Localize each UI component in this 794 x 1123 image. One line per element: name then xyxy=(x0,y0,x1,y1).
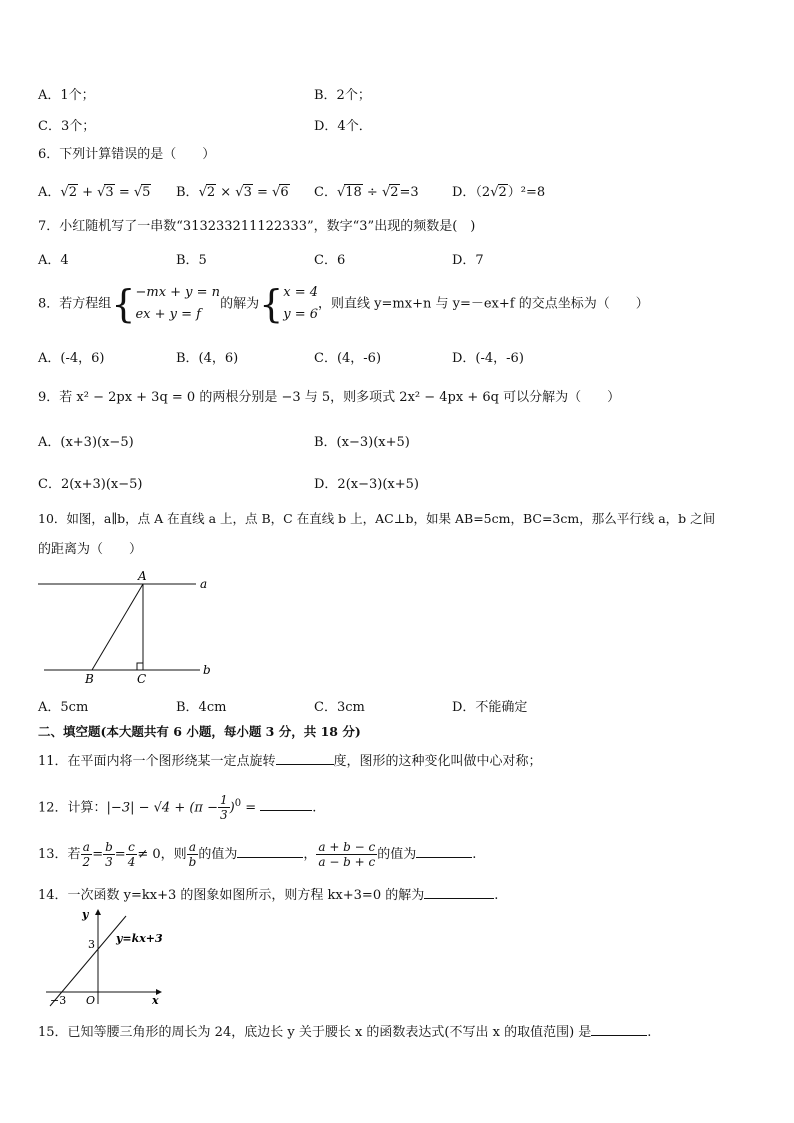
q5-option-a: A．1个； xyxy=(38,88,95,103)
y-axis-label: y xyxy=(82,908,89,921)
q8-system-solution: x = 4 y = 6 xyxy=(283,285,319,322)
answer-blank[interactable] xyxy=(416,843,472,858)
segment-ab xyxy=(92,584,143,670)
q7-option-d: D．7 xyxy=(452,253,484,268)
label-point-c: C xyxy=(137,672,147,686)
q10-option-a: A．5cm xyxy=(38,700,89,715)
q7-option-a: A．4 xyxy=(38,253,69,268)
q11-stem: 11．在平面内将一个图形绕某一定点旋转 度，图形的这种变化叫做中心对称； xyxy=(38,750,542,771)
q7-stem: 7．小红随机写了一串数“313233211122333”，数字“3”出现的频数是( ) xyxy=(38,219,476,234)
y-axis-arrow xyxy=(95,909,101,915)
q10-stem-line2: 的距离为（ ） xyxy=(38,542,143,557)
right-angle-mark xyxy=(137,663,143,670)
q9-option-d: D．2(x−3)(x+5) xyxy=(314,477,419,492)
q10-option-d: D．不能确定 xyxy=(452,700,528,715)
q5-option-d: D．4个． xyxy=(314,119,372,134)
fraction: $\frac{b}{3}$ xyxy=(105,840,113,869)
q9-option-c: C．2(x+3)(x−5) xyxy=(38,477,143,492)
q14-stem: 14．一次函数 y=kx+3 的图象如图所示，则方程 kx+3=0 的解为 . xyxy=(38,884,498,905)
q8-system-equations: −mx + y = n ex + y = f xyxy=(135,285,221,322)
y-intercept-label: 3 xyxy=(88,938,95,951)
fraction: $\frac{a}{b}$ xyxy=(188,840,197,869)
left-brace: { xyxy=(111,282,136,326)
q13-stem: 13．若 $\frac{a}{2}$ = $\frac{b}{3}$ = $\frac{c}{4}$ ≠ 0，则 $\frac{a}{b}$ 的值为 ， $\frac{a + b - c}{a - b + c}$ 的值为 . xyxy=(38,840,477,869)
origin-label: O xyxy=(86,994,96,1007)
label-point-b: B xyxy=(85,672,94,686)
q10-option-b: B．4cm xyxy=(176,700,227,715)
answer-blank[interactable] xyxy=(591,1021,647,1036)
q5-option-c: C．3个； xyxy=(38,119,96,134)
q6-option-d: D．（2√2）²=8 xyxy=(452,185,546,200)
q9-option-a: A．(x+3)(x−5) xyxy=(38,435,134,450)
answer-blank[interactable] xyxy=(237,843,303,858)
section-heading: 二、填空题(本大题共有 6 小题，每小题 3 分，共 18 分) xyxy=(38,724,361,739)
q6-option-c: C．√18 ÷ √2=3 xyxy=(314,185,419,200)
label-line-b: b xyxy=(203,663,211,677)
x-axis-label: x xyxy=(152,994,159,1007)
q9-stem: 9．若 x² − 2px + 3q = 0 的两根分别是 −3 与 5，则多项式 2x² − 4px + 6q 可以分解为（ ） xyxy=(38,390,621,405)
x-intercept-label: −3 xyxy=(50,994,67,1007)
q8-option-b: B．(4，6) xyxy=(176,351,239,366)
q8-stem: 8．若方程组{ −mx + y = n ex + y = f 的解为{ x = 4 y = 6 ，则直线 y=mx+n 与 y=－ex+f 的交点坐标为（ ） xyxy=(38,282,649,326)
answer-blank[interactable] xyxy=(260,796,312,811)
q7-option-b: B．5 xyxy=(176,253,207,268)
q8-option-c: C．(4，-6) xyxy=(314,351,382,366)
fraction: $\frac{a}{2}$ xyxy=(82,840,91,869)
fraction: $\frac{a + b - c}{a - b + c}$ xyxy=(318,840,376,869)
fraction: $\frac{1}{3}$ xyxy=(219,793,228,823)
line-equation-label: y=kx+3 xyxy=(116,932,163,945)
q10-option-c: C．3cm xyxy=(314,700,365,715)
q7-option-c: C．6 xyxy=(314,253,346,268)
fraction: $\frac{c}{4}$ xyxy=(127,840,136,869)
q6-stem: 6．下列计算错误的是（ ） xyxy=(38,147,216,162)
q8-option-a: A．(-4，6) xyxy=(38,351,105,366)
q10-stem-line1: 10．如图，a∥b，点 A 在直线 a 上，点 B，C 在直线 b 上，AC⊥b，如果 AB=5cm，BC=3cm，那么平行线 a，b 之间 xyxy=(38,511,716,526)
answer-blank[interactable] xyxy=(276,750,334,765)
q14-figure xyxy=(42,904,172,1008)
answer-blank[interactable] xyxy=(424,884,494,899)
q9-option-b: B．(x−3)(x+5) xyxy=(314,435,410,450)
q6-option-b: B．√2 × √3 = √6 xyxy=(176,185,289,200)
q12-stem: 12．计算：|−3| − √4 + (π − $\frac{1}{3}$ )$^0$ = . xyxy=(38,793,317,823)
label-line-a: a xyxy=(200,577,208,591)
label-point-a: A xyxy=(138,569,147,583)
q6-option-a: A．√2 + √3 = √5 xyxy=(38,185,151,200)
q5-option-b: B．2个； xyxy=(314,88,371,103)
left-brace: { xyxy=(259,282,284,326)
q10-figure xyxy=(34,568,224,688)
q8-option-d: D．(-4，-6) xyxy=(452,351,524,366)
q15-stem: 15．已知等腰三角形的周长为 24，底边长 y 关于腰长 x 的函数表达式(不写出 x 的取值范围) 是 . xyxy=(38,1021,651,1042)
